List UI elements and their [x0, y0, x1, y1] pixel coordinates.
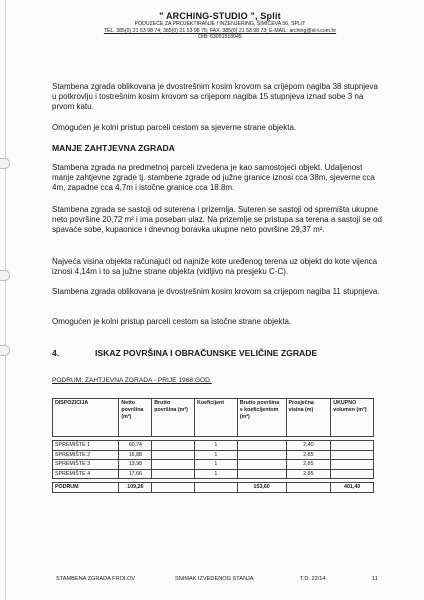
table-cell: 1 [194, 460, 237, 470]
table-cell: 16,88 [119, 450, 152, 460]
footer-project: STAMBENA ZGRADA FROLOV [56, 576, 136, 582]
table-cell [152, 460, 195, 470]
footer-document-type: SNIMAK IZVEDENOG STANJA [175, 576, 254, 582]
letterhead [40, 11, 400, 41]
table-cell [237, 460, 286, 470]
binder-hole [0, 345, 10, 356]
page-number: 11 [372, 576, 378, 582]
paragraph-height: Najveća visina objekta računajući od najniže kote uređenog terena uz objekt do kote vijenca iznosi 4,14m i to sa južne strane objekta (vidljivo na presjeku C-C). [52, 257, 378, 277]
binder-hole [0, 158, 10, 169]
table-cell [237, 450, 286, 460]
table-cell [331, 469, 374, 479]
table-cell [152, 483, 195, 493]
section-title: ISKAZ POVRŠINA I OBRAČUNSKE VELIČINE ZGRADE [95, 348, 318, 358]
column-header: UKUPNO volumen (m³) [331, 399, 374, 437]
table-cell [237, 441, 286, 451]
company-description: PODUZEĆE ZA PROJEKTIRANJE I INŽENJERING, ŠIMIČEVA 56, SPLIT [134, 21, 306, 27]
table-cell: 401,40 [331, 483, 374, 493]
table-cell [331, 441, 374, 451]
table-cell [152, 441, 195, 451]
table-cell [331, 450, 374, 460]
table-row [53, 450, 374, 460]
paragraph-composition: Stambena zgrada se sastoji od suterena i prizemlja. Suteren se sastoji od spremišta ukupne neto površine 20,72 m² i ima poseban ulaz. Na prizemlje se pristupa sa terena a sastoji se od spavaće sobe, kupaonice i dnevnog boravka ukupne neto površine 29,37 m². [52, 205, 382, 235]
table-cell: 13,98 [119, 460, 152, 470]
table-row [53, 460, 374, 470]
table-cell: PODRUM [53, 483, 119, 493]
column-header: Koeficijent [194, 399, 237, 437]
table-cell: 2,85 [286, 469, 331, 479]
company-contact: TEL. 385(0) 21 53 98 74; 385(0) 21 53 98 75; FAX: 385(0) 21 53 98 73; E-MAIL: arching@st-t.com.hr [103, 27, 337, 34]
table-cell: 2,85 [286, 450, 331, 460]
column-header: Brutto površina s koeficijentom (m²) [237, 399, 286, 437]
paragraph-access-1: Omogućen je kolni pristup parceli cestom sa sjeverne strane objekta. [52, 123, 297, 132]
company-oib: OIB: 63051518045 [198, 34, 242, 41]
table-cell [152, 469, 195, 479]
table-cell [331, 460, 374, 470]
area-table [52, 398, 374, 493]
table-cell: SPREMIŠTE 2 [53, 450, 119, 460]
table-cell: 60,74 [119, 441, 152, 451]
table-cell: 2,40 [286, 441, 331, 451]
table-cell [152, 450, 195, 460]
table-cell: SPREMIŠTE 1 [53, 441, 119, 451]
binder-hole [0, 270, 10, 281]
table-cell [237, 469, 286, 479]
paragraph-location: Stambena zgrada na predmetnoj parceli izvedena je kao samostojeći objekt. Udaljenost manje zahtjevne zgrade tj. stambene zgrade od južne granice iznosi cca 38m, sjeverne cca 4m, zapadne cca 4,7m i istočne granice cca 18.8m. [52, 163, 375, 193]
table-cell: SPREMIŠTE 4 [53, 469, 119, 479]
column-header: Prosječna visina (m) [286, 399, 331, 437]
section-heading-manje-zahtjevna: MANJE ZAHTJEVNA ZGRADA [52, 143, 175, 153]
company-name: " ARCHING-STUDIO ", Split [159, 11, 281, 21]
paragraph-access-2: Omogućen je kolni pristup parceli cestom sa istočne strane objekta. [52, 317, 292, 326]
table-cell: 1 [194, 469, 237, 479]
table-cell: 109,26 [119, 483, 152, 493]
table-cell: 2,85 [286, 460, 331, 470]
table-caption: PODRUM: ZAHTJEVNA ZGRADA - PRIJE 1968.GOD. [52, 377, 212, 384]
table-cell [194, 483, 237, 493]
footer-code: T.D. 22/14 [300, 576, 326, 582]
paragraph-roof-2: Stambena zgrada oblikovana je dvostrešnim kosim krovom sa crijepom nagiba 11 stupnjeva. [52, 287, 380, 296]
table-cell: SPREMIŠTE 3 [53, 460, 119, 470]
table-row [53, 441, 374, 451]
paragraph-roof-1: Stambena zgrada oblikovana je dvostrešnim kosim krovom sa crijepom nagiba 38 stupnjeva u potkrovlju i tostrešnim kosim krovom sa crijepom nagiba 15 stupnjeva iznad sobe 3 na prvom katu. [52, 82, 378, 112]
page-left-edge [5, 0, 6, 600]
table-cell: 153,60 [237, 483, 286, 493]
table-cell [286, 483, 331, 493]
table-cell: 17,66 [119, 469, 152, 479]
table-total-row [53, 483, 374, 493]
section-number: 4. [52, 348, 60, 358]
column-header: DISPOZICIJA [53, 399, 119, 437]
table-row [53, 469, 374, 479]
table-cell: 1 [194, 441, 237, 451]
column-header: Brutto površina (m²) [152, 399, 195, 437]
column-header: Netto površina (m²) [119, 399, 152, 437]
table-cell: 1 [194, 450, 237, 460]
